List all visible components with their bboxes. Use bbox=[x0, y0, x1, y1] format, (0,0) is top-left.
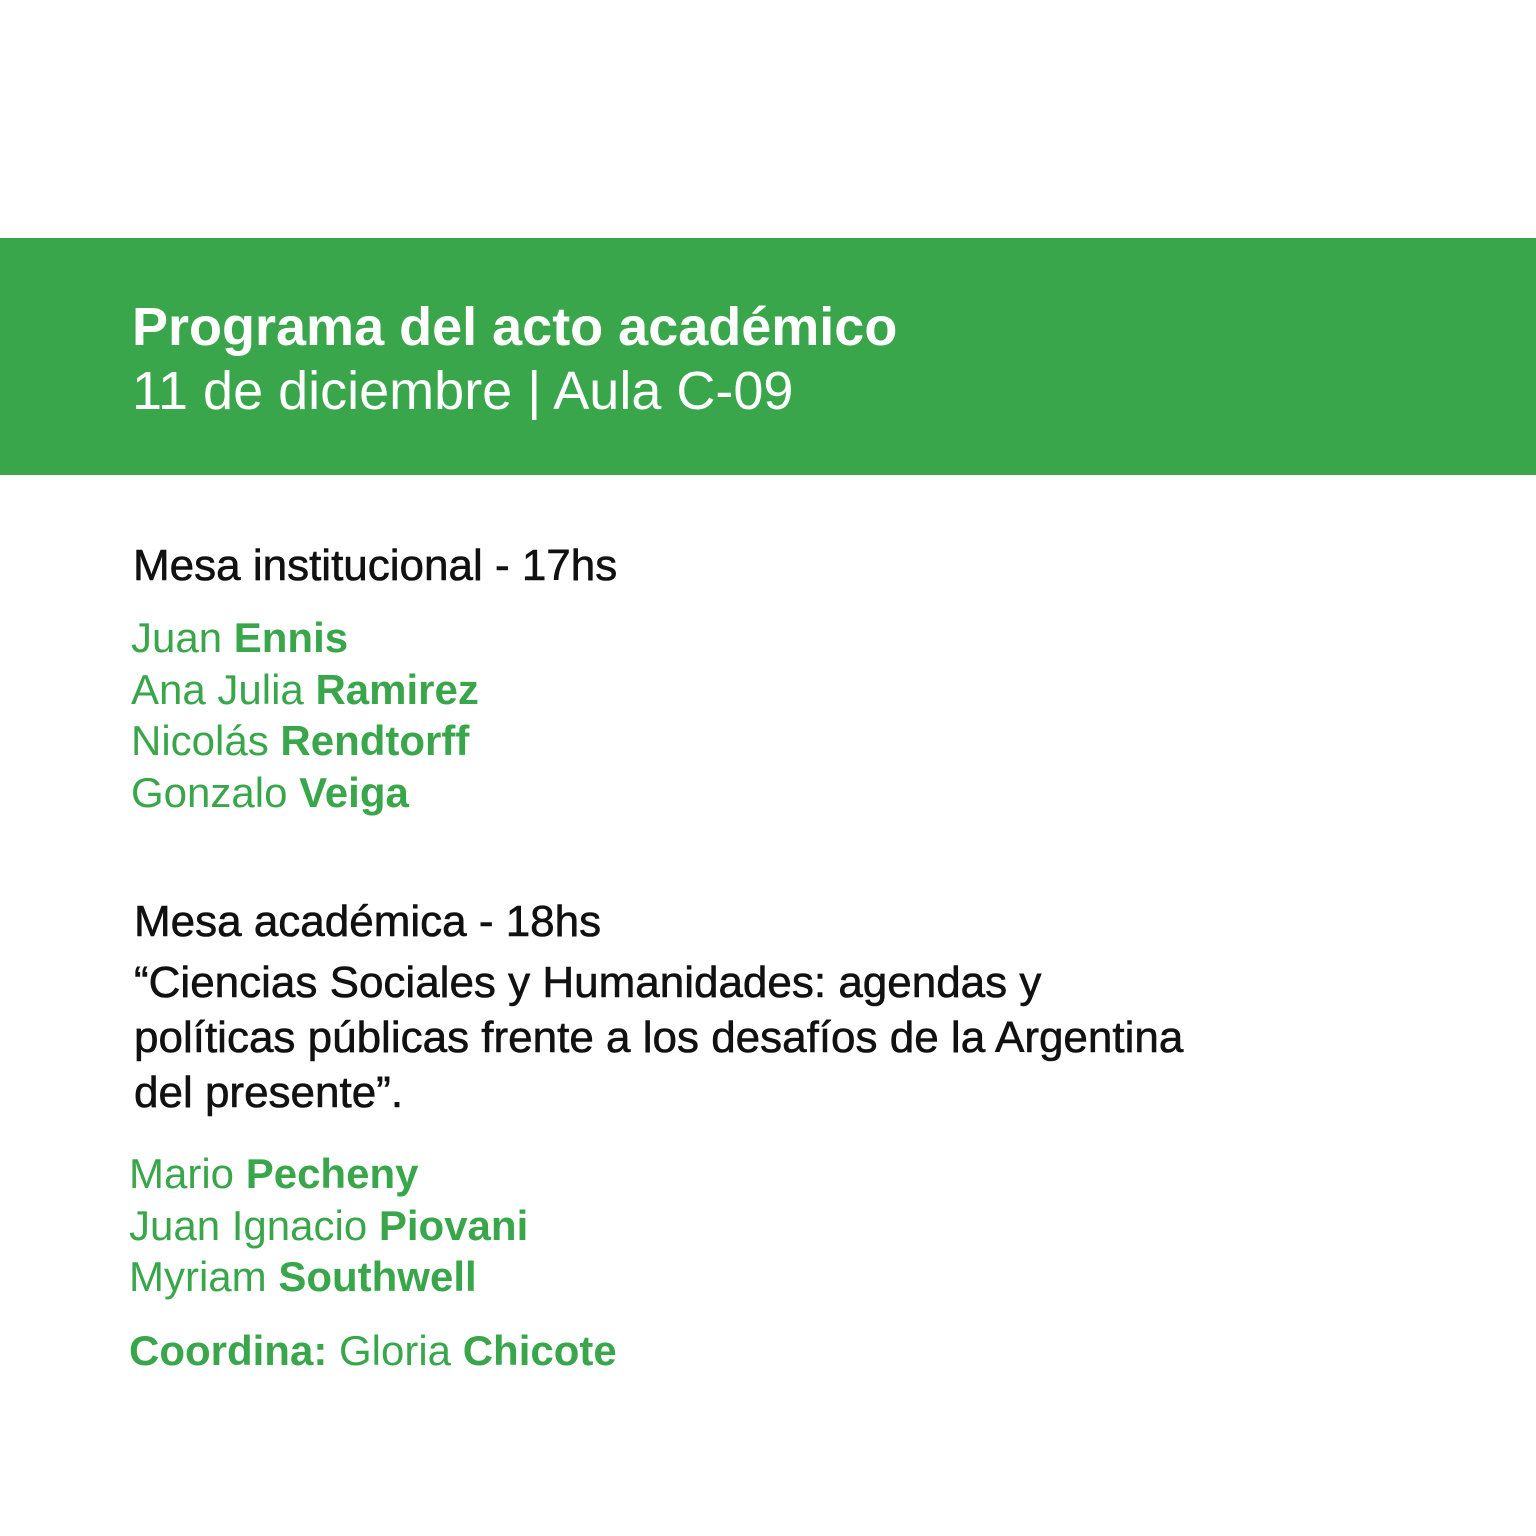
participant-name bbox=[131, 715, 479, 767]
mesa-academica-topic bbox=[134, 955, 1434, 1120]
event-date-location: 11 de diciembre | Aula C-09 bbox=[132, 361, 794, 421]
participant-name bbox=[129, 1200, 528, 1252]
last-name: Ennis bbox=[233, 614, 349, 661]
page-title: Programa del acto académico bbox=[132, 297, 898, 357]
coordinator-last-name: Chicote bbox=[462, 1327, 617, 1374]
first-name: Nicolás bbox=[131, 717, 269, 764]
mesa-institucional-title: Mesa institucional - 17hs bbox=[133, 541, 618, 590]
topic-line: “Ciencias Sociales y Humanidades: agendas y bbox=[134, 958, 1042, 1007]
coordinator-first-name: Gloria bbox=[338, 1327, 452, 1374]
last-name: Pecheny bbox=[245, 1150, 419, 1197]
first-name: Juan bbox=[131, 614, 223, 661]
last-name: Veiga bbox=[299, 768, 409, 816]
mesa-academica-list bbox=[129, 1148, 528, 1303]
last-name: Rendtorff bbox=[280, 717, 470, 764]
first-name: Myriam bbox=[129, 1253, 267, 1300]
mesa-institucional-list bbox=[131, 612, 479, 818]
first-name: Mario bbox=[129, 1150, 235, 1197]
coordinator-line bbox=[129, 1325, 617, 1377]
participant-name bbox=[131, 767, 479, 819]
first-name: Gonzalo bbox=[131, 768, 288, 816]
last-name: Southwell bbox=[278, 1253, 477, 1300]
first-name: Juan Ignacio bbox=[129, 1201, 368, 1249]
participant-name bbox=[131, 612, 479, 664]
topic-line: políticas públicas frente a los desafíos de la Argentina bbox=[134, 1013, 1184, 1062]
coordinator-label: Coordina: bbox=[129, 1327, 328, 1374]
first-name: Ana Julia bbox=[131, 665, 304, 713]
participant-name bbox=[129, 1148, 528, 1200]
last-name: Ramirez bbox=[315, 665, 479, 713]
topic-line: del presente”. bbox=[134, 1068, 404, 1117]
last-name: Piovani bbox=[378, 1201, 529, 1249]
participant-name bbox=[129, 1251, 528, 1303]
participant-name bbox=[131, 664, 479, 716]
mesa-academica-title: Mesa académica - 18hs bbox=[134, 897, 602, 946]
